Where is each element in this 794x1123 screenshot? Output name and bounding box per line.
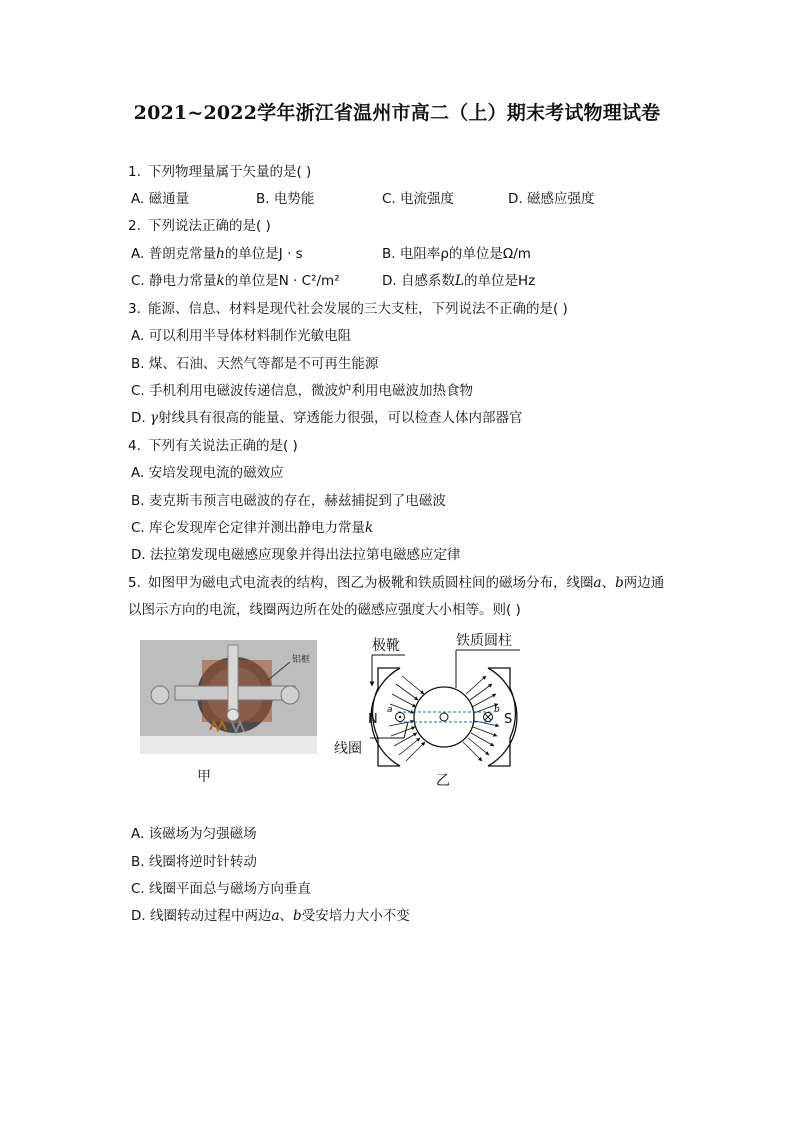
question-5-stem-line2: 以图示方向的电流，线圈两边所在处的磁感应强度大小相等。则( ) — [128, 602, 521, 618]
magnetic-field-diagram — [330, 628, 530, 790]
q1-option-c: C. 电流强度 — [382, 191, 455, 207]
q5-option-b: B. 线圈将逆时针转动 — [131, 854, 257, 870]
q3-option-b: B. 煤、石油、天然气等都是不可再生能源 — [131, 356, 379, 372]
label-n-pole: N — [368, 712, 378, 727]
q3-option-d: D. γ射线具有很高的能量、穿透能力很强，可以检查人体内部器官 — [131, 410, 523, 426]
label-side-b: b — [494, 705, 500, 715]
ammeter-photo-drawing — [140, 640, 317, 754]
caption-jia: 甲 — [197, 769, 211, 785]
q2-option-a: A. 普朗克常量h的单位是J · s — [131, 246, 303, 262]
question-4-stem: 4. 下列有关说法正确的是( ) — [128, 438, 298, 454]
photo-label-al-frame: 铝框 — [292, 655, 311, 665]
label-side-a: a — [387, 705, 393, 715]
question-3-stem: 3. 能源、信息、材料是现代社会发展的三大支柱，下列说法不正确的是( ) — [128, 301, 568, 317]
q4-option-b: B. 麦克斯韦预言电磁波的存在，赫兹捕捉到了电磁波 — [131, 493, 446, 509]
label-pole-shoe: 极靴 — [372, 638, 400, 654]
label-coil: 线圈 — [334, 741, 362, 757]
q5-option-a: A. 该磁场为匀强磁场 — [131, 826, 257, 842]
page-title: 2021~2022学年浙江省温州市高二（上）期末考试物理试卷 — [133, 102, 661, 124]
q2-option-c: C. 静电力常量k的单位是N · C²/m² — [131, 273, 340, 289]
core-axis — [440, 713, 448, 721]
q4-option-d: D. 法拉第发现电磁感应现象并得出法拉第电磁感应定律 — [131, 547, 461, 563]
q3-option-c: C. 手机利用电磁波传递信息，微波炉利用电磁波加热食物 — [131, 383, 474, 399]
q5-option-d: D. 线圈转动过程中两边a、b受安培力大小不变 — [131, 908, 410, 924]
q4-option-c: C. 库仑发现库仑定律并测出静电力常量k — [131, 520, 374, 536]
q4-option-a: A. 安培发现电流的磁效应 — [131, 465, 284, 481]
q5-option-c: C. 线圈平面总与磁场方向垂直 — [131, 881, 312, 897]
q1-option-d: D. 磁感应强度 — [508, 191, 595, 207]
question-1-stem: 1. 下列物理量属于矢量的是( ) — [128, 164, 312, 180]
question-2-stem: 2. 下列说法正确的是( ) — [128, 218, 271, 234]
q1-option-b: B. 电势能 — [256, 191, 315, 207]
caption-yi: 乙 — [436, 773, 450, 789]
q3-option-a: A. 可以利用半导体材料制作光敏电阻 — [131, 328, 352, 344]
q1-option-a: A. 磁通量 — [131, 191, 190, 207]
q2-option-d: D. 自感系数L的单位是Hz — [382, 273, 536, 289]
question-5-stem-line1: 5. 如图甲为磁电式电流表的结构，图乙为极靴和铁质圆柱间的磁场分布，线圈a、b两边通 — [128, 575, 665, 591]
ammeter-photo — [140, 640, 317, 754]
q2-option-b: B. 电阻率ρ的单位是Ω/m — [382, 246, 531, 262]
label-s-pole: S — [504, 712, 513, 727]
label-iron-core: 铁质圆柱 — [456, 633, 512, 649]
